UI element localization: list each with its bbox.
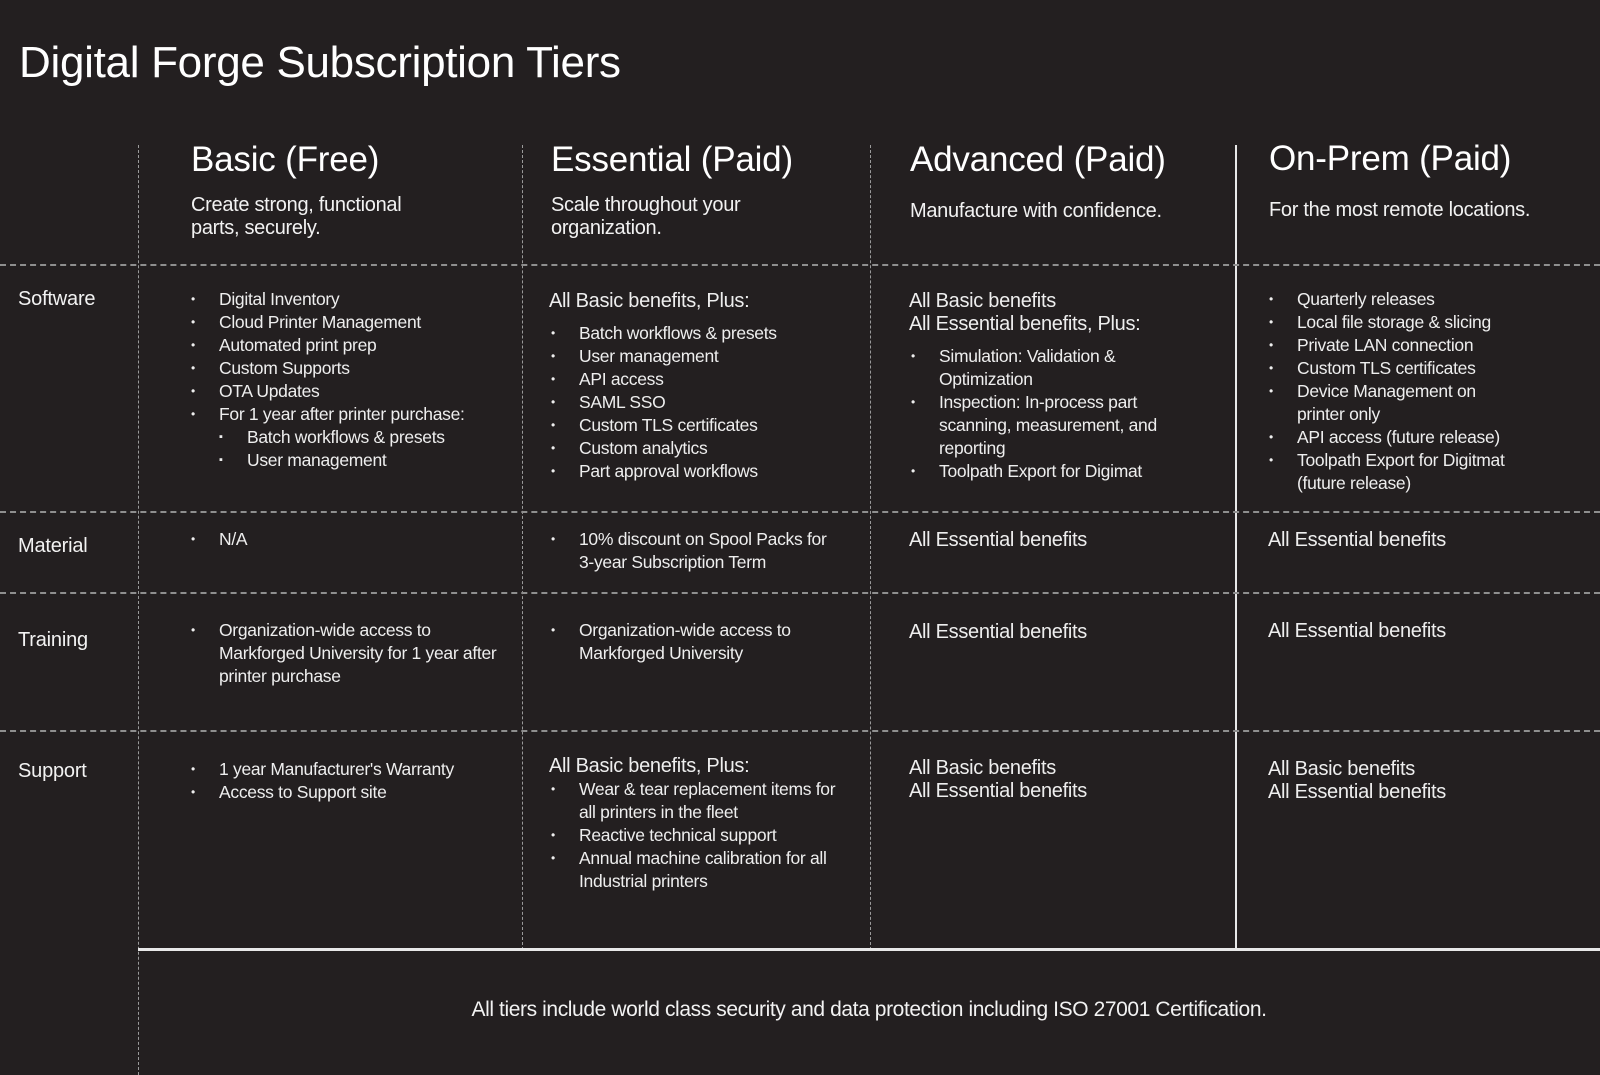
feature-sublist: [217, 426, 519, 472]
cell-line: All Essential benefits: [1268, 781, 1446, 803]
cell-line: All Basic benefits: [1268, 758, 1415, 780]
list-item: ▪ User management: [217, 449, 519, 472]
list-item: • Device Management on printer only: [1267, 380, 1507, 426]
feature-list: [1267, 288, 1587, 495]
list-item: • For 1 year after printer purchase:: [189, 403, 519, 426]
tier-tagline: Scale throughout your organization.: [551, 194, 741, 239]
row-label-material: Material: [18, 535, 88, 557]
list-item: • Custom TLS certificates: [1267, 357, 1587, 380]
list-item: • Custom TLS certificates: [549, 414, 864, 437]
row-label-training: Training: [18, 629, 88, 651]
row-label-software: Software: [18, 288, 96, 310]
feature-list: [189, 288, 519, 426]
feature-list: [549, 322, 864, 483]
feature-list: [189, 619, 509, 688]
list-item: • OTA Updates: [189, 380, 519, 403]
list-item: • Toolpath Export for Digitmat (future release): [1267, 449, 1547, 495]
list-item: • Access to Support site: [189, 781, 509, 804]
cell-software-advanced: [909, 290, 1209, 483]
feature-list: [549, 528, 849, 574]
footer-note: All tiers include world class security and data protection including ISO 27001 Certification.: [471, 998, 1267, 1021]
tier-tagline: Create strong, functional parts, securely.: [191, 194, 402, 239]
list-item: • Organization-wide access to Markforged University: [549, 619, 829, 665]
tier-name: Advanced (Paid): [910, 140, 1166, 179]
list-item: • Private LAN connection: [1267, 334, 1587, 357]
tier-tagline: Manufacture with confidence.: [910, 200, 1162, 222]
cell-support-essential: [549, 755, 859, 893]
row-divider: [0, 264, 1600, 266]
list-item: • Part approval workflows: [549, 460, 864, 483]
list-item: • Cloud Printer Management: [189, 311, 519, 334]
tier-name: Essential (Paid): [551, 140, 793, 179]
tier-name: On-Prem (Paid): [1269, 139, 1512, 178]
cell-support-onprem: [1268, 758, 1446, 804]
cell-support-advanced: [909, 757, 1087, 803]
list-item: • Toolpath Export for Digimat: [909, 460, 1169, 483]
list-item: • Digital Inventory: [189, 288, 519, 311]
row-divider: [0, 730, 1600, 732]
list-item: • Automated print prep: [189, 334, 519, 357]
cell-lead: All Basic benefits, Plus:: [549, 755, 750, 777]
list-item: • Reactive technical support: [549, 824, 859, 847]
list-item: • API access (future release): [1267, 426, 1587, 449]
column-divider: [138, 145, 139, 1075]
list-item: • SAML SSO: [549, 391, 864, 414]
cell-lead: All Essential benefits, Plus:: [909, 313, 1141, 335]
cell-line: All Essential benefits: [909, 780, 1087, 802]
cell-training-advanced: All Essential benefits: [909, 621, 1087, 643]
list-item: • Wear & tear replacement items for all printers in the fleet: [549, 778, 844, 824]
list-item: • Inspection: In-process part scanning, measurement, and reporting: [909, 391, 1169, 460]
tier-header-basic: [191, 140, 511, 240]
cell-training-essential: [549, 619, 849, 665]
cell-training-onprem: All Essential benefits: [1268, 620, 1446, 642]
cell-support-basic: [189, 758, 509, 804]
feature-list: [549, 619, 849, 665]
cell-material-onprem: All Essential benefits: [1268, 529, 1446, 551]
list-item: • Organization-wide access to Markforged University for 1 year after printer purchase: [189, 619, 499, 688]
list-item: • Custom analytics: [549, 437, 864, 460]
tier-name: Basic (Free): [191, 140, 380, 179]
cell-software-essential: [549, 290, 864, 483]
tier-header-onprem: [1269, 139, 1599, 222]
list-item: ▪ Batch workflows & presets: [217, 426, 519, 449]
cell-software-basic: [189, 288, 519, 472]
list-item: • Quarterly releases: [1267, 288, 1587, 311]
cell-lead: All Basic benefits, Plus:: [549, 290, 750, 312]
cell-material-basic: [189, 528, 509, 551]
row-divider: [0, 592, 1600, 594]
list-item: • Simulation: Validation & Optimization: [909, 345, 1139, 391]
cell-material-essential: [549, 528, 849, 574]
cell-training-basic: [189, 619, 509, 688]
table-bottom-border: [138, 948, 1600, 951]
cell-software-onprem: [1267, 288, 1587, 495]
tier-header-advanced: [910, 140, 1230, 223]
list-item: • API access: [549, 368, 864, 391]
list-item: • User management: [549, 345, 864, 368]
cell-material-advanced: All Essential benefits: [909, 529, 1087, 551]
tier-header-essential: [551, 140, 861, 240]
feature-list: [189, 528, 509, 551]
feature-list: [909, 345, 1169, 483]
list-item: • N/A: [189, 528, 509, 551]
page-title: Digital Forge Subscription Tiers: [19, 38, 621, 87]
feature-list: [549, 778, 859, 893]
list-item: • Batch workflows & presets: [549, 322, 864, 345]
list-item: • 1 year Manufacturer's Warranty: [189, 758, 509, 781]
row-divider: [0, 511, 1600, 513]
list-item: • Annual machine calibration for all Industrial printers: [549, 847, 844, 893]
list-item: • 10% discount on Spool Packs for 3-year Subscription Term: [549, 528, 829, 574]
tier-tagline: For the most remote locations.: [1269, 199, 1531, 221]
cell-lead: All Basic benefits: [909, 290, 1056, 312]
cell-line: All Basic benefits: [909, 757, 1056, 779]
list-item: • Local file storage & slicing: [1267, 311, 1587, 334]
list-item: • Custom Supports: [189, 357, 519, 380]
row-label-support: Support: [18, 760, 87, 782]
feature-list: [189, 758, 509, 804]
